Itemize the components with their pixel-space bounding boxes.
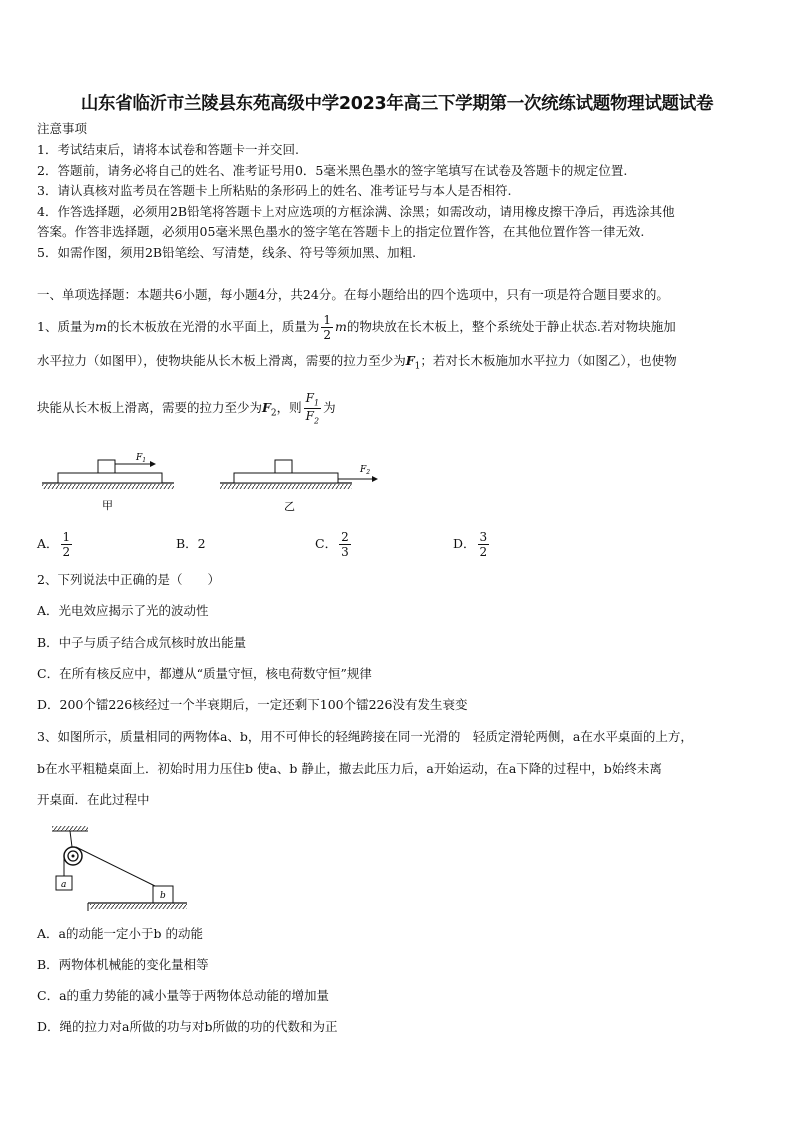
q1-text: 水平拉力（如图甲），使物块能从长木板上滑离，需要的拉力至少为 [37,353,406,368]
notice-item: 1．考试结束后，请将本试卷和答题卡一并交回. [37,142,299,157]
q3-stem-line3: 开桌面．在此过程中 [37,792,150,807]
section-heading: 一、单项选择题：本题共6小题，每小题4分，共24分。在每小题给出的四个选项中，只有一项是符合题目要求的。 [37,287,669,302]
q1-text: ，则 [276,400,302,415]
q1-text: ；若对长木板施加水平拉力（如图乙），也使物 [420,353,677,368]
notice-item: 答案。作答非选择题，必须用05毫米黑色墨水的签字笔在答题卡上的指定位置作答，在其他位置作答一律无效. [37,224,645,239]
q1-text: 块能从长木板上滑离，需要的拉力至少为 [37,400,263,415]
q1-text: 的长木板放在光滑的水平面上，质量为 [106,319,320,334]
q1-stem-line3: 块能从长木板上滑离，需要的拉力至少为$F_2$，则 $\frac{F_1}{F_2}$ 为 [37,390,336,426]
figure-label-jia: 甲 [102,499,113,512]
q3-option-d: D．绳的拉力对a所做的功与对b所做的功的代数和为正 [37,1019,338,1034]
q1-text: 的物块放在长木板上，整个系统处于静止状态.若对物块施加 [346,319,676,334]
q1-fraction-ratio: $\frac{F_1}{F_2}$ [305,390,320,426]
q2-option-b: B．中子与质子结合成氘核时放出能量 [37,635,247,650]
notice-item: 3．请认真核对监考员在答题卡上所粘贴的条形码上的姓名、准考证号与本人是否相符. [37,183,512,198]
q3-option-a: A．a的动能一定小于b 的动能 [37,926,203,941]
long-board [58,473,162,483]
figure-label-yi: 乙 [284,500,295,513]
q2-option-c: C．在所有核反应中，都遵从“质量守恒，核电荷数守恒”规律 [37,666,372,681]
figure-jia [42,453,174,512]
q1-symbol-F2: F [262,400,271,415]
q1-option-d: D． $\frac{3}{2}$ [453,530,488,559]
q1-figures [38,450,388,520]
q1-stem-line1 [37,312,676,342]
q1-text: 为 [323,400,336,415]
q1-option-a: A． $\frac{1}{2}$ [37,530,71,559]
long-board [234,473,338,483]
q1-option-b: B．2 [176,536,206,551]
q1-symbol-m: m [334,319,347,334]
small-block [98,460,115,473]
q3-stem-line2: b在水平粗糙桌面上．初始时用力压住b 使a、b 静止，撤去此压力后，a开始运动，在a下降的过程中，b始终未离 [37,761,662,776]
svg-text:a: a [61,880,67,890]
q3-stem-line1: 3、如图所示，质量相同的两物体a、b，用不可伸长的轻绳跨接在同一光滑的 轻质定滑轮两侧，a在水平桌面的上方， [37,729,693,744]
q2-option-a: A．光电效应揭示了光的波动性 [37,603,209,618]
q2-option-d: D．200个镭226核经过一个半衰期后，一定还剩下100个镭226没有发生衰变 [37,697,468,712]
notice-item: 4．作答选择题，必须用2B铅笔将答题卡上对应选项的方框涂满、涂黑；如需改动，请用橡皮擦干净后，再选涂其他 [37,204,675,219]
q1-stem-line2: 水平拉力（如图甲），使物块能从长木板上滑离，需要的拉力至少为$F_1$；若对长木板施加水平拉力（如图乙），也使物 [37,353,677,372]
page-title: 山东省临沂市兰陵县东苑高级中学2023年高三下学期第一次统练试题物理试题试卷 [80,94,714,114]
ceiling [52,826,88,831]
rope-b [76,847,155,886]
q2-stem: 2、下列说法中正确的是（ ） [37,572,220,587]
q1-fraction-half: $\frac{1}{2}$ [323,313,331,342]
notice-item: 5．如需作图，须用2B铅笔绘、写清楚，线条、符号等须加黑、加粗. [37,245,417,260]
q1-symbol-F1: F [405,353,415,368]
q3-option-c: C．a的重力势能的减小量等于两物体总动能的增加量 [37,988,330,1003]
notice-item: 2．答题前，请务必将自己的姓名、准考证号用0．5毫米黑色墨水的签字笔填写在试卷及答题卡的规定位置. [37,163,628,178]
q3-option-b: B．两物体机械能的变化量相等 [37,957,209,972]
notice-heading: 注意事项 [37,121,88,136]
figure-yi [220,460,378,513]
small-block [275,460,292,473]
svg-text:b: b [160,891,166,901]
q3-pulley-figure [50,825,190,913]
q1-option-c: C． $\frac{2}{3}$ [315,530,349,559]
svg-text:F1: $F_1$ [136,453,147,464]
q1-symbol-m: m [94,319,107,334]
svg-text:F2: $F_2$ [360,465,371,476]
q1-text: 1、质量为 [37,319,95,334]
